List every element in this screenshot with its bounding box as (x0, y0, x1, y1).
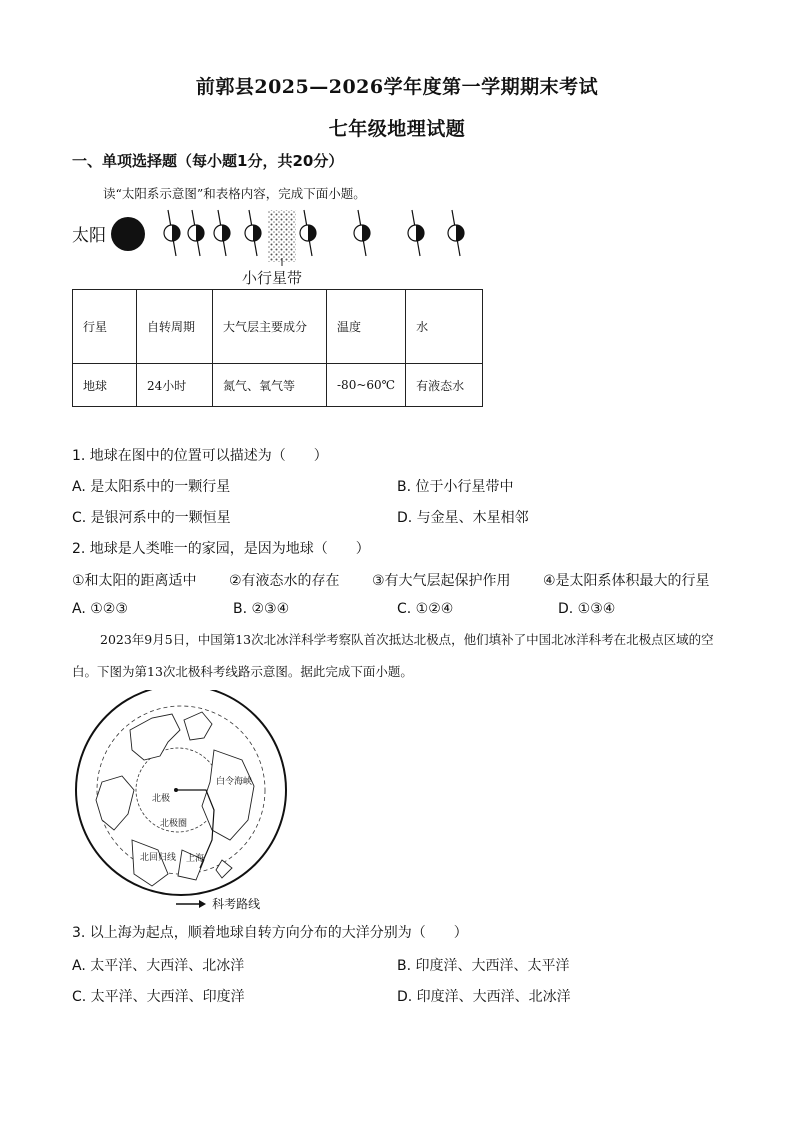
table-cell: 氮气、氧气等 (213, 364, 327, 407)
question-2-option-d[interactable]: D. ①③④ (558, 601, 616, 617)
section-heading: 一、单项选择题（每小题1分，共20分） (72, 152, 344, 170)
tropic-label: 北回归线 (140, 853, 177, 863)
question-1-stem: 1. 地球在图中的位置可以描述为（ ） (72, 448, 328, 464)
intro-text: 读“太阳系示意图”和表格内容，完成下面小题。 (103, 186, 366, 201)
planet-shadow (362, 225, 370, 241)
planet-shadow (456, 225, 464, 241)
planet-orbits (164, 210, 464, 256)
shanghai-label: 上海 (186, 854, 205, 864)
asteroid-belt-label: 小行星带 (242, 269, 303, 287)
question-1-option-c[interactable]: C. 是银河系中的一颗恒星 (72, 510, 231, 526)
table-header-cell: 水 (406, 290, 483, 364)
planet-shadow (253, 225, 261, 241)
planet-table (72, 289, 483, 407)
north-pole-label: 北极 (152, 794, 171, 804)
question-3-stem: 3. 以上海为起点，顺着地球自转方向分布的大洋分别为（ ） (72, 925, 468, 941)
question-1-option-a[interactable]: A. 是太阳系中的一颗行星 (72, 479, 231, 495)
solar-system-diagram (70, 208, 470, 290)
question-3-option-d[interactable]: D. 印度洋、大西洋、北冰洋 (397, 989, 571, 1005)
table-cell: 地球 (73, 364, 137, 407)
question-1-option-d[interactable]: D. 与金星、木星相邻 (397, 510, 529, 526)
planet-shadow (196, 225, 204, 241)
asteroid-belt (268, 210, 296, 262)
statement-3: ③有大气层起保护作用 (372, 573, 511, 589)
exam-title: 前郭县2025—2026学年度第一学期期末考试 (195, 76, 599, 98)
table-header-cell: 自转周期 (137, 290, 213, 364)
planet-shadow (308, 225, 316, 241)
statement-1: ①和太阳的距离适中 (72, 573, 197, 589)
table-cell: 有液态水 (406, 364, 483, 407)
question-3-option-c[interactable]: C. 太平洋、大西洋、印度洋 (72, 989, 245, 1005)
question-2-option-c[interactable]: C. ①②④ (397, 601, 454, 617)
question-3-option-b[interactable]: B. 印度洋、大西洋、太平洋 (397, 958, 570, 974)
polar-route-map (72, 690, 302, 915)
sun-label: 太阳 (72, 226, 106, 246)
planet-shadow (172, 225, 180, 241)
bering-strait-label: 白令海峡 (216, 777, 253, 787)
question-2-option-a[interactable]: A. ①②③ (72, 601, 128, 617)
table-cell: 24小时 (137, 364, 213, 407)
table-cell: -80~60℃ (327, 364, 406, 407)
map-legend (175, 893, 260, 912)
passage-text: 2023年9月5日，中国第13次北冰洋科学考察队首次抵达北极点，他们填补了中国北冰洋科考在北极点区域的空白。下图为第13次北极科考线路示意图。据此完成下面小题。 (72, 632, 714, 679)
question-1-option-b[interactable]: B. 位于小行星带中 (397, 479, 514, 495)
arctic-circle-label: 北极圈 (160, 819, 188, 829)
table-header-cell: 温度 (327, 290, 406, 364)
table-header-cell: 大气层主要成分 (213, 290, 327, 364)
question-2-stem: 2. 地球是人类唯一的家园，是因为地球（ ） (72, 541, 370, 557)
question-2-option-b[interactable]: B. ②③④ (233, 601, 290, 617)
table-header-cell: 行星 (73, 290, 137, 364)
sun (111, 217, 145, 251)
question-3-option-a[interactable]: A. 太平洋、大西洋、北冰洋 (72, 958, 245, 974)
statement-4: ④是太阳系体积最大的行星 (543, 573, 710, 589)
planet-shadow (222, 225, 230, 241)
legend-arrow-label: 科考路线 (212, 897, 261, 911)
statement-2: ②有液态水的存在 (229, 573, 340, 589)
planet-shadow (416, 225, 424, 241)
exam-subtitle: 七年级地理试题 (328, 118, 466, 140)
